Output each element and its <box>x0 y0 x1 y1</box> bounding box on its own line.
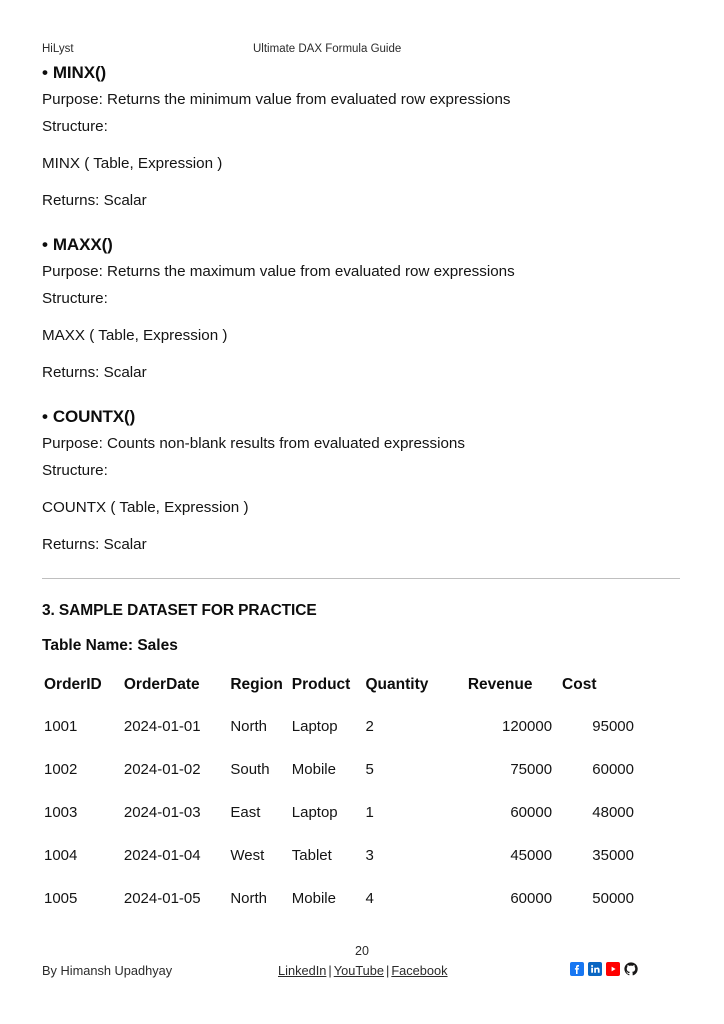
table-header-row <box>44 676 644 718</box>
cell-revenue: 60000 <box>510 890 553 907</box>
function-structure-label-countx: Structure: <box>42 462 108 479</box>
cell-quantity: 1 <box>365 804 374 821</box>
function-syntax-countx: COUNTX ( Table, Expression ) <box>42 499 249 516</box>
cell-product: Mobile <box>291 761 336 778</box>
page-footer <box>42 963 682 983</box>
cell-region: South <box>230 761 270 778</box>
function-heading-countx <box>42 406 682 428</box>
table-row <box>44 761 644 804</box>
function-structure-label-maxx: Structure: <box>42 290 108 307</box>
cell-orderid: 1004 <box>44 847 78 864</box>
running-header <box>42 43 682 59</box>
github-icon[interactable] <box>624 962 638 976</box>
footer-social-icons <box>570 962 638 976</box>
cell-cost: 48000 <box>592 804 634 821</box>
function-syntax-maxx: MAXX ( Table, Expression ) <box>42 327 228 344</box>
cell-orderid: 1002 <box>44 761 78 778</box>
function-heading-maxx <box>42 234 682 256</box>
cell-product: Mobile <box>291 890 336 907</box>
footer-link-separator-1: | <box>328 963 332 978</box>
cell-product: Laptop <box>291 718 338 735</box>
function-purpose-maxx: Purpose: Returns the maximum value from evaluated row expressions <box>42 263 515 280</box>
sample-dataset-section <box>42 600 682 657</box>
document-body <box>42 62 682 558</box>
footer-link-youtube[interactable]: YouTube <box>333 963 385 978</box>
cell-orderdate: 2024-01-03 <box>123 804 201 821</box>
column-header-revenue: Revenue <box>467 676 533 693</box>
cell-quantity: 5 <box>365 761 374 778</box>
cell-cost: 35000 <box>592 847 634 864</box>
cell-cost: 50000 <box>592 890 634 907</box>
footer-author: By Himansh Upadhyay <box>42 963 173 978</box>
page-number: 20 <box>355 944 369 958</box>
function-purpose-countx: Purpose: Counts non-blank results from evaluated expressions <box>42 435 465 452</box>
cell-orderid: 1001 <box>44 718 78 735</box>
cell-revenue: 45000 <box>510 847 553 864</box>
footer-link-facebook[interactable]: Facebook <box>391 963 448 978</box>
cell-revenue: 60000 <box>510 804 553 821</box>
cell-region: North <box>230 890 268 907</box>
function-returns-maxx: Returns: Scalar <box>42 364 147 381</box>
table-head <box>44 676 644 718</box>
footer-links <box>278 963 448 978</box>
function-returns-minx: Returns: Scalar <box>42 192 147 209</box>
function-block-countx <box>42 406 682 558</box>
cell-orderdate: 2024-01-05 <box>123 890 201 907</box>
bullet-glyph-maxx: • <box>42 235 48 254</box>
bullet-glyph-minx: • <box>42 63 48 82</box>
table-row <box>44 804 644 847</box>
cell-quantity: 2 <box>365 718 374 735</box>
cell-orderdate: 2024-01-04 <box>123 847 201 864</box>
function-name-countx: COUNTX() <box>52 407 136 426</box>
function-purpose-minx: Purpose: Returns the minimum value from evaluated row expressions <box>42 91 511 108</box>
cell-region: East <box>230 804 261 821</box>
table-row <box>44 718 644 761</box>
column-header-region: Region <box>230 676 283 693</box>
function-block-maxx <box>42 234 682 386</box>
cell-revenue: 75000 <box>510 761 553 778</box>
cell-revenue: 120000 <box>501 718 553 735</box>
cell-quantity: 4 <box>365 890 374 907</box>
header-brand: HiLyst <box>42 43 74 55</box>
cell-orderid: 1005 <box>44 890 78 907</box>
sales-data-table <box>44 676 644 933</box>
column-header-cost: Cost <box>562 676 597 693</box>
cell-region: West <box>230 847 265 864</box>
header-document-title: Ultimate DAX Formula Guide <box>253 43 402 55</box>
function-name-minx: MINX() <box>52 63 107 82</box>
section-divider <box>42 578 680 579</box>
table-body <box>44 718 644 933</box>
column-header-orderdate: OrderDate <box>123 676 200 693</box>
function-name-maxx: MAXX() <box>52 235 113 254</box>
column-header-quantity: Quantity <box>365 676 429 693</box>
function-structure-label-minx: Structure: <box>42 118 108 135</box>
function-heading-minx <box>42 62 682 84</box>
bullet-glyph-countx: • <box>42 407 48 426</box>
column-header-product: Product <box>291 676 351 693</box>
facebook-icon[interactable] <box>570 962 584 976</box>
table-name-label: Table Name: Sales <box>42 637 178 654</box>
cell-region: North <box>230 718 268 735</box>
column-header-orderid: OrderID <box>44 676 102 693</box>
cell-quantity: 3 <box>365 847 374 864</box>
footer-link-linkedin[interactable]: LinkedIn <box>278 963 327 978</box>
function-syntax-minx: MINX ( Table, Expression ) <box>42 155 223 172</box>
footer-link-separator-2: | <box>386 963 390 978</box>
cell-orderid: 1003 <box>44 804 78 821</box>
function-block-minx <box>42 62 682 214</box>
cell-orderdate: 2024-01-02 <box>123 761 201 778</box>
table-row <box>44 847 644 890</box>
youtube-icon[interactable] <box>606 962 620 976</box>
table-row <box>44 890 644 933</box>
cell-cost: 95000 <box>592 718 634 735</box>
cell-orderdate: 2024-01-01 <box>123 718 201 735</box>
section-title: 3. SAMPLE DATASET FOR PRACTICE <box>42 602 317 619</box>
function-returns-countx: Returns: Scalar <box>42 536 147 553</box>
linkedin-icon[interactable] <box>588 962 602 976</box>
cell-product: Tablet <box>291 847 332 864</box>
cell-product: Laptop <box>291 804 338 821</box>
cell-cost: 60000 <box>592 761 634 778</box>
